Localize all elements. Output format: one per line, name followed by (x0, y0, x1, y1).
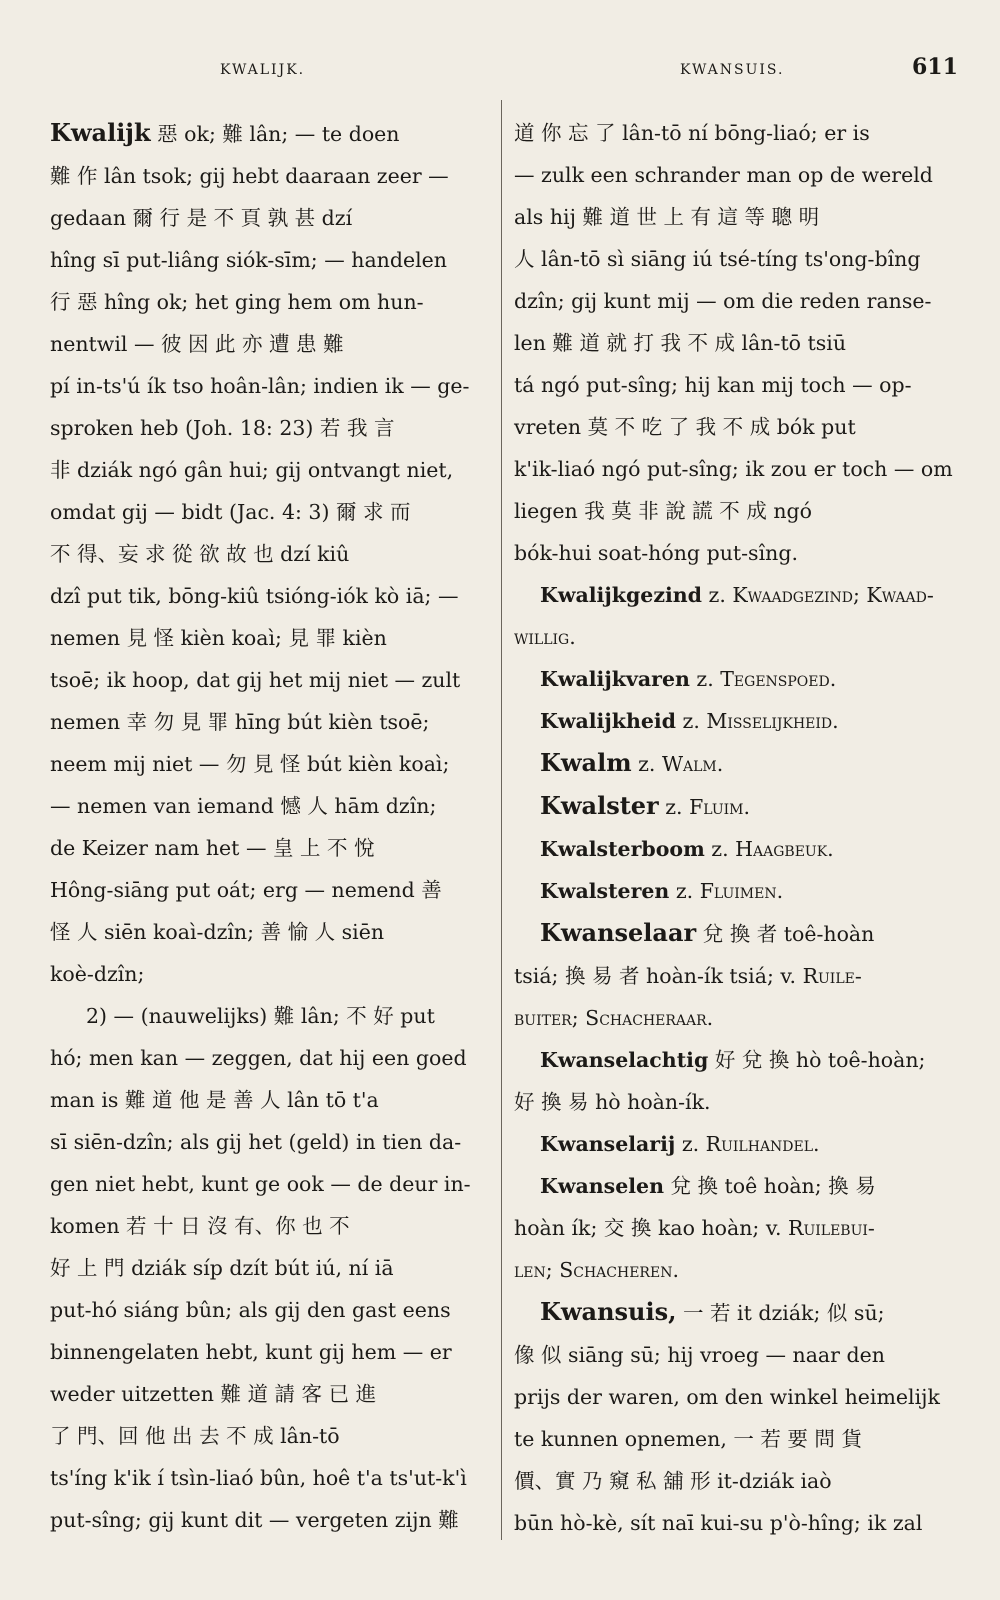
text-line (514, 785, 964, 828)
text-run: ; (877, 1301, 885, 1325)
text-run: ; erg — nemend 善 (249, 878, 442, 902)
text-run: koè-dzîn (50, 962, 138, 986)
text-run: ; 似 (813, 1301, 854, 1325)
text-run: vreten 莫 不 吃 了 我 不 成 (514, 415, 777, 439)
text-run: Fluimen. (699, 879, 784, 903)
headword: Kwalijkvaren (540, 667, 690, 691)
text-run: siēn koaì-dzîn (104, 920, 248, 944)
text-run: bók put (776, 415, 856, 439)
text-run: hò hoàn-ík. (595, 1090, 711, 1114)
text-run: k'ik-liaó ngó put-sîng (514, 457, 732, 481)
text-run: hīng bút kièn tsoē (234, 710, 423, 734)
text-run: 人 (514, 247, 542, 271)
text-run: put-hó siáng bûn (50, 1298, 226, 1322)
text-line (514, 280, 964, 322)
text-run: tá ngó put-sîng (514, 373, 672, 397)
text-run: ; (918, 1048, 926, 1072)
headword: Kwansuis, (540, 1297, 677, 1326)
text-run: Kwaadgezind (732, 583, 853, 607)
page-header (0, 0, 1000, 100)
text-run: kièn (342, 626, 387, 650)
text-run: 好 兌 換 (708, 1048, 796, 1072)
text-run: it-dziák iaò (717, 1469, 832, 1493)
text-line (514, 196, 964, 238)
text-run: ; (429, 794, 437, 818)
headword: Kwalsterboom (540, 837, 705, 861)
text-line (514, 955, 964, 997)
text-run: kièn koaì (180, 626, 276, 650)
text-line (514, 364, 964, 406)
text-run: neem mij niet — 勿 見 怪 (50, 752, 308, 776)
headword: Kwanselachtig (540, 1048, 709, 1072)
text-run: — nemen van iemand 憾 人 (50, 794, 335, 818)
text-run: put-sîng (50, 1508, 135, 1532)
text-run: 道 你 忘 了 (514, 121, 623, 145)
text-run: ; gij ontvangt niet, (261, 458, 454, 482)
text-line (514, 1249, 964, 1291)
text-run: lân-tō (280, 1424, 340, 1448)
text-run: ; 見 罪 (275, 626, 343, 650)
text-line (514, 870, 964, 912)
text-run: willig. (514, 625, 576, 649)
text-run: ; er is (810, 121, 870, 145)
text-run: tsoē (50, 668, 94, 692)
text-line (514, 1291, 964, 1334)
text-run: z. (675, 1132, 706, 1156)
text-run: Misselijkheid. (706, 709, 839, 733)
text-line (514, 1207, 964, 1249)
text-line (514, 658, 964, 700)
text-line (514, 828, 964, 870)
text-run: len 難 道 就 打 我 不 成 (514, 331, 742, 355)
left-column (50, 112, 488, 1541)
text-run: z. (689, 667, 721, 691)
text-run: 怪 人 (50, 920, 105, 944)
text-run: lân-tō tsiū (741, 331, 847, 355)
text-run: buiter (514, 1006, 572, 1030)
text-run: 價、實 乃 窺 私 舖 形 (514, 1469, 718, 1493)
text-run: lân-tō sì siāng iú tsé-tíng ts'ong-bîng (541, 247, 921, 271)
text-line (50, 1373, 488, 1415)
text-run: ; ik hoop, dat gij het mij niet — zult (93, 668, 461, 692)
text-line (514, 322, 964, 364)
text-run: te kunnen opnemen, 一 若 要 問 貨 (514, 1427, 862, 1451)
running-head-left: KWALIJK. (220, 62, 306, 78)
text-run: gen niet hebt, kunt ge ook — de deur in- (50, 1172, 471, 1196)
text-run: 行 惡 (50, 290, 105, 314)
text-run: Hông-siāng put oát (50, 878, 250, 902)
text-run: pí in-ts'ú ík tso hoân-lân (50, 374, 300, 398)
text-line (50, 701, 488, 743)
text-run: 像 似 (514, 1343, 569, 1367)
text-line (50, 323, 488, 365)
text-run: z. (704, 837, 736, 861)
text-run: ; ik zou er toch — om (731, 457, 953, 481)
text-run: z. (702, 583, 733, 607)
text-line (50, 112, 488, 155)
text-run: ; gij kunt dit — vergeten zijn 難 (134, 1508, 459, 1532)
text-line (514, 1502, 964, 1544)
text-run: ok (184, 122, 209, 146)
text-run: ; v. (752, 1216, 789, 1240)
text-run: lân tō t'a (287, 1088, 379, 1112)
text-run: lân (249, 122, 282, 146)
text-run: dzî put tik, bōng-kiû tsióng-iók kò iā (50, 584, 425, 608)
text-run: ; 換 易 者 (551, 964, 647, 988)
text-run: ; — te doen (281, 122, 400, 146)
text-run: ts'íng k'ik í tsìn-liaó bûn, hoê t'a ts'ut-k'ì (50, 1466, 467, 1490)
text-run: ; (571, 1006, 586, 1030)
text-run: siāng sū (568, 1343, 654, 1367)
text-run: ; 換 易 (814, 1174, 876, 1198)
text-run: nemen 見 怪 (50, 626, 181, 650)
headword: Kwalster (540, 791, 659, 820)
text-line (50, 617, 488, 659)
text-line (514, 1123, 964, 1165)
text-line (50, 1037, 488, 1079)
text-run: 兌 換 者 (696, 922, 784, 946)
text-run: ; indien ik — ge- (299, 374, 470, 398)
text-line (50, 953, 488, 995)
column-divider (501, 100, 502, 1540)
text-run: nentwil — 彼 因 此 亦 遭 患 難 (50, 332, 344, 356)
text-run: — zulk een schrander man op de wereld (514, 163, 933, 187)
text-run: hò toê-hoàn (795, 1048, 919, 1072)
text-run: man is 難 道 他 是 善 人 (50, 1088, 288, 1112)
text-run: lân tsok (104, 164, 187, 188)
text-run: 兌 換 (663, 1174, 725, 1198)
text-run: ; (442, 752, 450, 776)
text-run: nemen 幸 勿 見 罪 (50, 710, 235, 734)
text-run: z. (676, 709, 707, 733)
text-run: lân-tō ní bōng-liaó (622, 121, 811, 145)
text-line (50, 1331, 488, 1373)
text-line (50, 1163, 488, 1205)
text-run: als hij 難 道 世 上 有 這 等 聰 明 (514, 205, 820, 229)
text-run: ; 善 愉 人 (247, 920, 342, 944)
text-line (50, 1415, 488, 1457)
text-run: ngó (773, 499, 813, 523)
text-run: hām dzîn (334, 794, 430, 818)
text-run: liegen 我 莫 非 說 謊 不 成 (514, 499, 774, 523)
text-run: Schacheraar. (585, 1006, 714, 1030)
text-line (514, 912, 964, 955)
text-run: ; 難 (208, 122, 250, 146)
text-run: 難 作 (50, 164, 105, 188)
text-line (514, 1039, 964, 1081)
text-run: ; hij vroeg — naar den (653, 1343, 885, 1367)
text-run: ; 不 好 (332, 1004, 401, 1028)
headword: Kwalsteren (540, 879, 670, 903)
text-run: 了 門、回 他 出 去 不 成 (50, 1424, 281, 1448)
headword: Kwalijkgezind (540, 583, 702, 607)
text-line (514, 238, 964, 280)
text-line (50, 449, 488, 491)
text-run: gedaan 爾 行 是 不 頁 孰 甚 (50, 206, 322, 230)
text-line (50, 827, 488, 869)
text-run: de Keizer nam het — 皇 上 不 悅 (50, 836, 375, 860)
text-run: Fluim. (689, 795, 750, 819)
text-line (514, 532, 964, 574)
text-run: weder uitzetten 難 道 請 客 已 進 (50, 1382, 377, 1406)
text-line (514, 616, 964, 658)
text-run: dziák ngó gân hui (77, 458, 262, 482)
text-run: kao hoàn (657, 1216, 753, 1240)
text-run: ; (545, 1258, 560, 1282)
text-line (50, 1121, 488, 1163)
text-line (50, 491, 488, 533)
text-line (514, 1081, 964, 1123)
text-line (514, 490, 964, 532)
text-line (50, 1205, 488, 1247)
text-line (514, 448, 964, 490)
text-run: 好 上 門 (50, 1256, 132, 1280)
text-line (514, 700, 964, 742)
text-run: komen 若 十 日 沒 有、你 也 不 (50, 1214, 350, 1238)
text-run: ; ik zal (853, 1511, 923, 1535)
text-run: Ruilhandel. (705, 1132, 820, 1156)
text-run: Kwaad- (866, 583, 934, 607)
text-line (514, 1460, 964, 1502)
text-run: ; — (424, 584, 459, 608)
text-line (50, 1289, 488, 1331)
text-run: 2) — (nauwelijks) 難 (86, 1004, 301, 1028)
text-run: sī siēn-dzîn (50, 1130, 167, 1154)
text-run: Ruilebui- (788, 1216, 875, 1240)
text-run: siēn (341, 920, 385, 944)
text-run: ; (137, 962, 145, 986)
text-line (514, 406, 964, 448)
text-run: ; v. (766, 964, 803, 988)
text-line (50, 155, 488, 197)
text-run: bút kièn koaì (307, 752, 443, 776)
text-line (50, 197, 488, 239)
text-line (50, 533, 488, 575)
headword: Kwalijkheid (540, 709, 677, 733)
text-run: sū (853, 1301, 878, 1325)
text-line (50, 239, 488, 281)
right-column (514, 112, 964, 1544)
text-run: tsiá (514, 964, 552, 988)
text-run: ; het ging hem om hun- (181, 290, 424, 314)
text-run: ; als gij den gast eens (225, 1298, 451, 1322)
text-run: 好 換 易 (514, 1090, 596, 1114)
text-run: 不 得、妄 求 從 欲 故 也 (50, 542, 281, 566)
text-line (50, 1499, 488, 1541)
text-run: ; men kan — zeggen, dat hij een goed (75, 1046, 467, 1070)
text-run: toê hoàn (724, 1174, 815, 1198)
text-run: hoàn ík (514, 1216, 591, 1240)
text-run: lân (300, 1004, 333, 1028)
text-run: hoàn-ík tsiá (646, 964, 767, 988)
text-line (514, 154, 964, 196)
text-line (514, 997, 964, 1039)
page-number: 611 (912, 54, 958, 80)
text-run: bók-hui soat-hóng put-sîng. (514, 541, 798, 565)
text-line (50, 1457, 488, 1499)
text-line (514, 1334, 964, 1376)
text-line (514, 112, 964, 154)
text-line (50, 575, 488, 617)
text-run: len (514, 1258, 546, 1282)
text-run: sproken heb (Joh. 18: 23) 若 我 言 (50, 416, 395, 440)
text-line (50, 659, 488, 701)
text-line (50, 869, 488, 911)
text-line (514, 574, 964, 616)
text-run: ; als gij het (geld) in tien da- (166, 1130, 462, 1154)
text-run: z. (658, 795, 690, 819)
running-head-right: KWANSUIS. (680, 62, 785, 78)
text-run: put (400, 1004, 435, 1028)
text-run: prijs der waren, om den winkel heimelijk (514, 1385, 940, 1409)
text-run: būn hò-kè, sít naī kui-su p'ò-hîng (514, 1511, 854, 1535)
text-run: ; 交 換 (590, 1216, 658, 1240)
text-run: toê-hoàn (783, 922, 875, 946)
text-run: 非 (50, 458, 78, 482)
text-line (514, 742, 964, 785)
text-run: z. (631, 752, 662, 776)
text-run: hó (50, 1046, 76, 1070)
text-run: ; (852, 583, 867, 607)
text-line (514, 1165, 964, 1207)
text-line (50, 281, 488, 323)
text-line (50, 911, 488, 953)
text-run: hîng ok (104, 290, 182, 314)
text-line (50, 785, 488, 827)
text-run: hîng sī put-liâng siók-sīm (50, 248, 311, 272)
text-run: Haagbeuk. (735, 837, 834, 861)
text-line (514, 1418, 964, 1460)
text-line (50, 995, 488, 1037)
headword: Kwanselen (540, 1174, 664, 1198)
text-run: Ruile- (802, 964, 862, 988)
headword: Kwalijk (50, 118, 151, 147)
text-line (50, 1079, 488, 1121)
text-line (514, 1376, 964, 1418)
text-run: ; gij kunt mij — om die reden ranse- (557, 289, 932, 313)
text-line (50, 365, 488, 407)
text-run: dzí (321, 206, 353, 230)
text-run: ; gij hebt daaraan zeer — (186, 164, 449, 188)
text-run: dzí kiû (280, 542, 350, 566)
text-run: it dziák (737, 1301, 814, 1325)
text-run: dziák síp dzít bút iú, ní iā (131, 1256, 394, 1280)
headword: Kwanselaar (540, 918, 697, 947)
text-run: Walm. (661, 752, 724, 776)
text-run: ; — handelen (310, 248, 448, 272)
text-line (50, 1247, 488, 1289)
text-run: Tegenspoed. (720, 667, 837, 691)
text-run: Schacheren. (559, 1258, 679, 1282)
text-line (50, 407, 488, 449)
text-line (50, 743, 488, 785)
headword: Kwalm (540, 748, 632, 777)
text-run: z. (669, 879, 700, 903)
text-run: ; hij kan mij toch — op- (671, 373, 912, 397)
text-run: dzîn (514, 289, 558, 313)
text-run: 惡 (150, 122, 185, 146)
text-run: 一 若 (676, 1301, 738, 1325)
text-run: binnengelaten hebt, kunt gij hem — er (50, 1340, 452, 1364)
headword: Kwanselarij (540, 1132, 676, 1156)
text-run: omdat gij — bidt (Jac. 4: 3) 爾 求 而 (50, 500, 411, 524)
text-run: ; (422, 710, 430, 734)
